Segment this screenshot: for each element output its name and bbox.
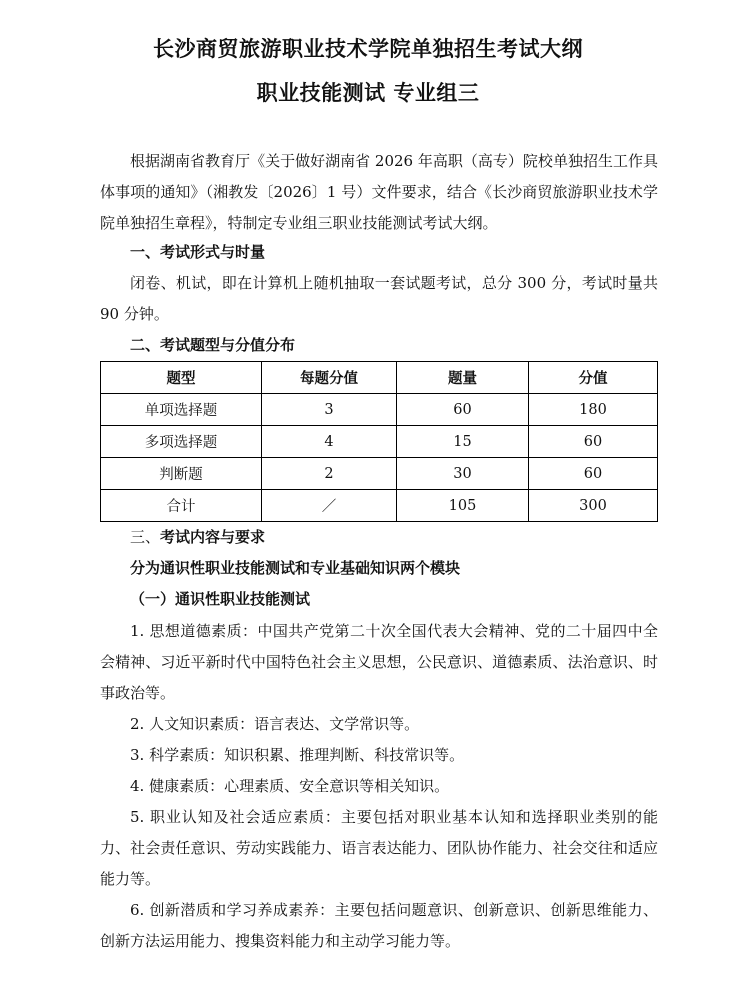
section3-heading [130,522,265,553]
document-title: 长沙商贸旅游职业技术学院单独招生考试大纲 [153,37,583,61]
list-item: 4. 健康素质：心理素质、安全意识等相关知识。 [130,777,450,795]
table-row [101,426,658,458]
list-item: 5. 职业认知及社会适应素质：主要包括对职业基本认知和选择职业类别的能力、社会责任意识、劳动实践能力、语言表达能力、团队协作能力、社会交往和适应能力等。 [100,808,658,888]
list-item: 1. 思想道德素质：中国共产党第二十次全国代表大会精神、党的二十届四中全会精神、习近平新时代中国特色社会主义思想，公民意识、道德素质、法治意识、时事政治等。 [100,622,658,702]
table-cell: 300 [529,490,658,522]
table-cell: 4 [262,426,397,458]
section1-heading: 一、考试形式与时量 [130,243,266,261]
list-item: 6. 创新潜质和学习养成素养：主要包括问题意识、创新意识、创新思维能力、创新方法运用能力、搜集资料能力和主动学习能力等。 [100,901,658,950]
table-row-total [101,490,658,522]
section3-title: 考试内容与要求 [160,528,266,546]
table-cell: 60 [529,458,658,490]
section2-heading: 二、考试题型与分值分布 [130,336,296,354]
section3-prefix: 三、 [130,528,161,546]
list-item: 2. 人文知识素质：语言表达、文学常识等。 [130,715,420,733]
table-cell: 多项选择题 [101,426,262,458]
table-row [101,458,658,490]
col-header-points-each: 每题分值 [262,362,397,394]
section3-subheading: 分为通识性职业技能测试和专业基础知识两个模块 [130,559,461,577]
table-header-row [101,362,658,394]
table-cell: 合计 [101,490,262,522]
col-header-count: 题量 [397,362,529,394]
table-cell: 60 [529,426,658,458]
section1-text: 闭卷、机试，即在计算机上随机抽取一套试题考试，总分 300 分，考试时量共 90 分钟。 [100,274,658,323]
table-cell: 单项选择题 [101,394,262,426]
score-distribution-table [100,361,658,522]
table-cell: 15 [397,426,529,458]
table-cell: 60 [397,394,529,426]
table-cell: ／ [262,490,397,522]
col-header-type: 题型 [101,362,262,394]
part1-heading: （一）通识性职业技能测试 [130,590,311,608]
list-item: 3. 科学素质：知识积累、推理判断、科技常识等。 [130,746,465,764]
table-cell: 判断题 [101,458,262,490]
table-cell: 105 [397,490,529,522]
intro-paragraph: 根据湖南省教育厅《关于做好湖南省 2026 年高职（高专）院校单独招生工作具体事项的通知》（湘教发〔2026〕1 号）文件要求，结合《长沙商贸旅游职业技术学院单独招生章程》，特制定专业组三职业技能测试考试大纲。 [100,152,658,232]
table-cell: 30 [397,458,529,490]
table-cell: 2 [262,458,397,490]
table-cell: 3 [262,394,397,426]
table-cell: 180 [529,394,658,426]
document-subtitle: 职业技能测试 专业组三 [256,81,480,105]
table-row [101,394,658,426]
col-header-score: 分值 [529,362,658,394]
